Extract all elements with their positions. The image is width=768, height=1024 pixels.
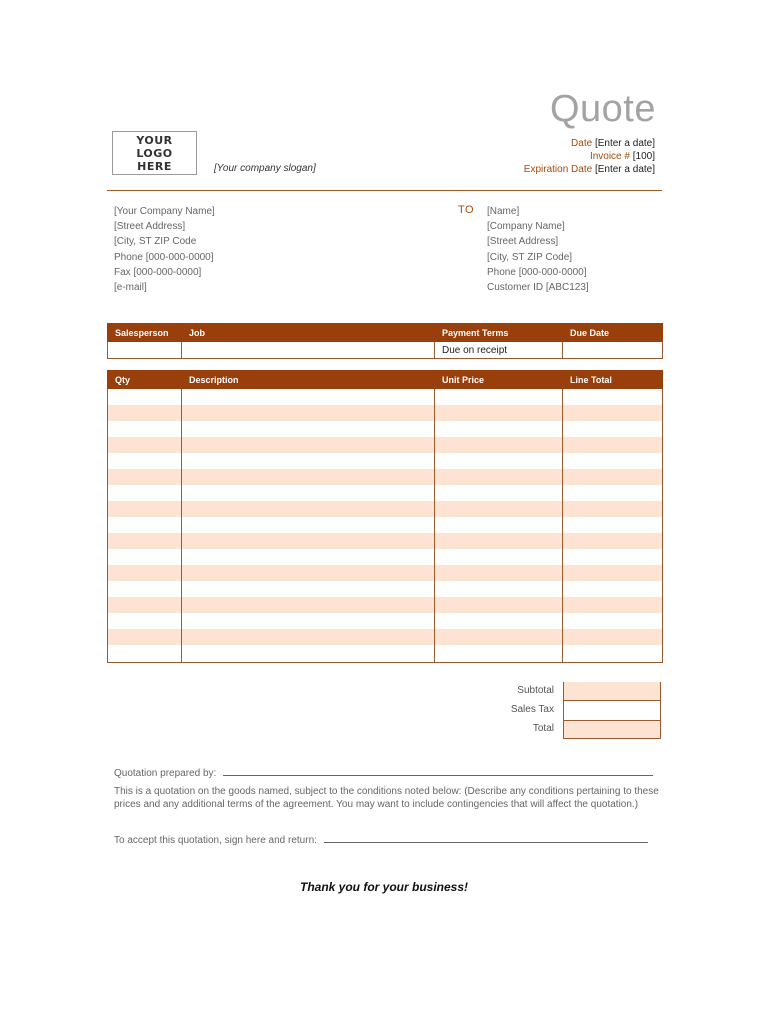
item-unit-price-cell[interactable] [435,437,563,453]
item-line-total-cell[interactable] [563,389,663,406]
item-qty-cell[interactable] [108,421,182,437]
item-row [108,629,663,645]
item-description-cell[interactable] [182,405,435,421]
item-description-cell[interactable] [182,421,435,437]
terms-header-payment-terms: Payment Terms [435,324,563,342]
item-row [108,549,663,565]
sender-phone: Phone [000-000-0000] [114,251,214,263]
meta-expiration-label: Expiration Date [523,164,593,175]
item-qty-cell[interactable] [108,437,182,453]
sender-address [114,204,215,295]
item-qty-cell[interactable] [108,549,182,565]
item-unit-price-cell[interactable] [435,581,563,597]
sender-email: [e-mail] [114,282,147,294]
item-row [108,613,663,629]
meta-expiration-value: [Enter a date] [594,164,655,175]
item-row [108,389,663,406]
meta-date-value: [Enter a date] [594,138,655,149]
item-line-total-cell[interactable] [563,581,663,597]
item-qty-cell[interactable] [108,453,182,469]
thank-you-note: Thank you for your business! [299,880,469,894]
subtotal-label: Subtotal [517,685,554,696]
item-description-cell[interactable] [182,549,435,565]
company-slogan: [Your company slogan] [214,163,316,174]
accept-label: To accept this quotation, sign here and return: [114,835,317,846]
item-qty-cell[interactable] [108,485,182,501]
terms-salesperson-cell[interactable] [108,342,182,359]
item-description-cell[interactable] [182,453,435,469]
item-line-total-cell[interactable] [563,629,663,645]
item-unit-price-cell[interactable] [435,517,563,533]
item-row [108,437,663,453]
item-description-cell[interactable] [182,517,435,533]
meta-expiration [524,163,655,176]
item-line-total-cell[interactable] [563,421,663,437]
item-qty-cell[interactable] [108,389,182,406]
item-line-total-cell[interactable] [563,565,663,581]
item-unit-price-cell[interactable] [435,597,563,613]
item-qty-cell[interactable] [108,405,182,421]
item-description-cell[interactable] [182,597,435,613]
recipient-city: [City, ST ZIP Code] [487,251,573,263]
item-description-cell[interactable] [182,629,435,645]
sender-street: [Street Address] [114,221,186,233]
item-line-total-cell[interactable] [563,405,663,421]
item-unit-price-cell[interactable] [435,613,563,629]
document-title: Quote [549,88,656,130]
total-label: Total [532,723,554,734]
items-header-line-total: Line Total [563,371,663,389]
item-description-cell[interactable] [182,501,435,517]
meta-invoice-label: Invoice # [589,151,630,162]
item-qty-cell[interactable] [108,533,182,549]
item-line-total-cell[interactable] [563,469,663,485]
item-row [108,533,663,549]
item-unit-price-cell[interactable] [435,469,563,485]
prepared-by-line [114,766,662,781]
accept-signature-line[interactable] [324,833,648,843]
item-row [108,581,663,597]
logo-placeholder [112,131,197,175]
quote-meta [524,137,655,176]
meta-invoice-value: [100] [632,151,655,162]
item-unit-price-cell[interactable] [435,501,563,517]
to-label: TO [458,204,475,216]
accept-line [114,833,662,848]
item-description-cell[interactable] [182,613,435,629]
item-row [108,645,663,663]
item-row [108,469,663,485]
item-line-total-cell[interactable] [563,645,663,663]
item-unit-price-cell[interactable] [435,533,563,549]
meta-date [524,137,655,150]
item-line-total-cell[interactable] [563,613,663,629]
item-row [108,565,663,581]
item-line-total-cell[interactable] [563,549,663,565]
items-header-qty: Qty [108,371,182,389]
meta-date-label: Date [571,138,593,149]
item-qty-cell[interactable] [108,645,182,663]
total-value[interactable] [563,720,661,739]
items-header-row [108,371,663,389]
header-divider [107,190,662,191]
item-unit-price-cell[interactable] [435,549,563,565]
items-header-description: Description [182,371,435,389]
logo-text: YOUR LOGO HERE [136,133,173,173]
item-line-total-cell[interactable] [563,597,663,613]
item-qty-cell[interactable] [108,597,182,613]
recipient-company: [Company Name] [487,221,565,233]
item-line-total-cell[interactable] [563,501,663,517]
item-line-total-cell[interactable] [563,453,663,469]
sender-city: [City, ST ZIP Code [114,236,197,248]
sender-fax: Fax [000-000-0000] [114,266,202,278]
item-unit-price-cell[interactable] [435,389,563,406]
item-row [108,597,663,613]
terms-due-date-cell[interactable] [563,342,663,359]
items-body [108,389,663,663]
item-qty-cell[interactable] [108,469,182,485]
meta-invoice [524,150,655,163]
item-line-total-cell[interactable] [563,533,663,549]
recipient-street: [Street Address] [487,236,559,248]
line-items-table [107,370,663,663]
item-description-cell[interactable] [182,469,435,485]
terms-table [107,323,663,359]
sender-company: [Your Company Name] [114,206,215,217]
item-line-total-cell[interactable] [563,437,663,453]
sales-tax-label: Sales Tax [510,704,554,715]
item-qty-cell[interactable] [108,501,182,517]
item-unit-price-cell[interactable] [435,421,563,437]
recipient-name: [Name] [487,206,520,217]
item-unit-price-cell[interactable] [435,565,563,581]
item-description-cell[interactable] [182,533,435,549]
items-header-unit-price: Unit Price [435,371,563,389]
item-description-cell[interactable] [182,389,435,406]
sales-tax-value[interactable] [563,701,661,720]
item-unit-price-cell[interactable] [435,629,563,645]
item-description-cell[interactable] [182,437,435,453]
terms-header-salesperson: Salesperson [108,324,182,342]
item-description-cell[interactable] [182,581,435,597]
item-unit-price-cell[interactable] [435,645,563,663]
terms-header-row [108,324,663,342]
item-description-cell[interactable] [182,485,435,501]
conditions-text: This is a quotation on the goods named, subject to the conditions noted below: (Describe any conditions pertaining to these prices and any additional terms of the agreement. You may want to include contingencies that will affect the quotation.) [114,786,659,810]
subtotal-value[interactable] [563,682,661,701]
item-row [108,485,663,501]
terms-row [108,342,663,359]
prepared-by-signature-line[interactable] [223,766,653,776]
terms-header-due-date: Due Date [563,324,663,342]
item-description-cell[interactable] [182,645,435,663]
item-line-total-cell[interactable] [563,485,663,501]
item-description-cell[interactable] [182,565,435,581]
item-qty-cell[interactable] [108,613,182,629]
item-row [108,517,663,533]
item-unit-price-cell[interactable] [435,405,563,421]
item-qty-cell[interactable] [108,581,182,597]
item-row [108,421,663,437]
terms-header-job: Job [182,324,435,342]
item-line-total-cell[interactable] [563,517,663,533]
item-qty-cell[interactable] [108,517,182,533]
prepared-by-label: Quotation prepared by: [114,768,217,779]
recipient-address [487,204,589,295]
item-unit-price-cell[interactable] [435,485,563,501]
item-row [108,501,663,517]
item-qty-cell[interactable] [108,629,182,645]
item-unit-price-cell[interactable] [435,453,563,469]
terms-job-cell[interactable] [182,342,435,359]
item-row [108,405,663,421]
recipient-customer-id: Customer ID [ABC123] [487,282,589,294]
item-qty-cell[interactable] [108,565,182,581]
item-row [108,453,663,469]
terms-payment-cell[interactable]: Due on receipt [435,342,563,359]
recipient-phone: Phone [000-000-0000] [487,266,587,278]
